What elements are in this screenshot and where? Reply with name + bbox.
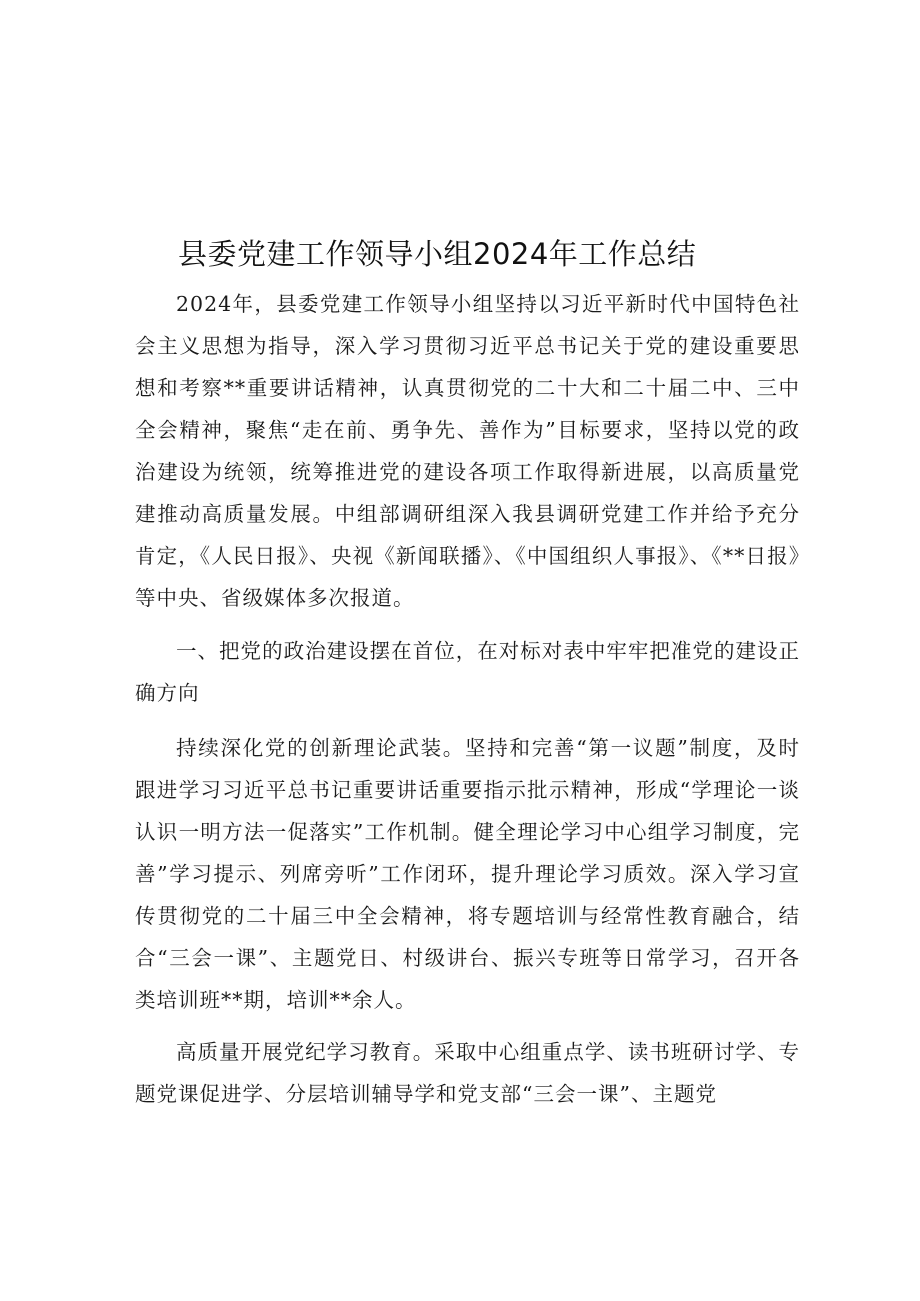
intro-paragraph: 2024年，县委党建工作领导小组坚持以习近平新时代中国特色社会主义思想为指导，深入学习贯彻习近平总书记关于党的建设重要思想和考察**重要讲话精神，认真贯彻党的二十大和二十届二中、三中全会精神，聚焦“走在前、勇争先、善作为”目标要求，坚持以党的政治建设为统领，统筹推进党的建设各项工作取得新进展，以高质量党建推动高质量发展。中组部调研组深入我县调研党建工作并给予充分肯定，《人民日报》、央视《新闻联播》、《中国组织人事报》、《**日报》等中央、省级媒体多次报道。	[135, 292, 800, 610]
body-paragraph-theory: 持续深化党的创新理论武装。坚持和完善“第一议题”制度，及时跟进学习习近平总书记重要讲话重要指示批示精神，形成“学理论一谈认识一明方法一促落实”工作机制。健全理论学习中心组学习制度，完善”学习提示、列席旁听”工作闭环，提升理论学习质效。深入学习宣传贯彻党的二十届三中全会精神，将专题培训与经常性教育融合，结合“三会一课”、主题党日、村级讲台、振兴专班等日常学习，召开各类培训班**期，培训**余人。	[135, 736, 800, 1012]
document-title: 县委党建工作领导小组2024年工作总结	[178, 237, 697, 271]
body-paragraph-discipline: 高质量开展党纪学习教育。采取中心组重点学、读书班研讨学、专题党课促进学、分层培训辅导学和党支部“三会一课”、主题党	[135, 1040, 800, 1106]
section-heading-1: 一、把党的政治建设摆在首位，在对标对表中牢牢把准党的建设正确方向	[135, 639, 800, 705]
